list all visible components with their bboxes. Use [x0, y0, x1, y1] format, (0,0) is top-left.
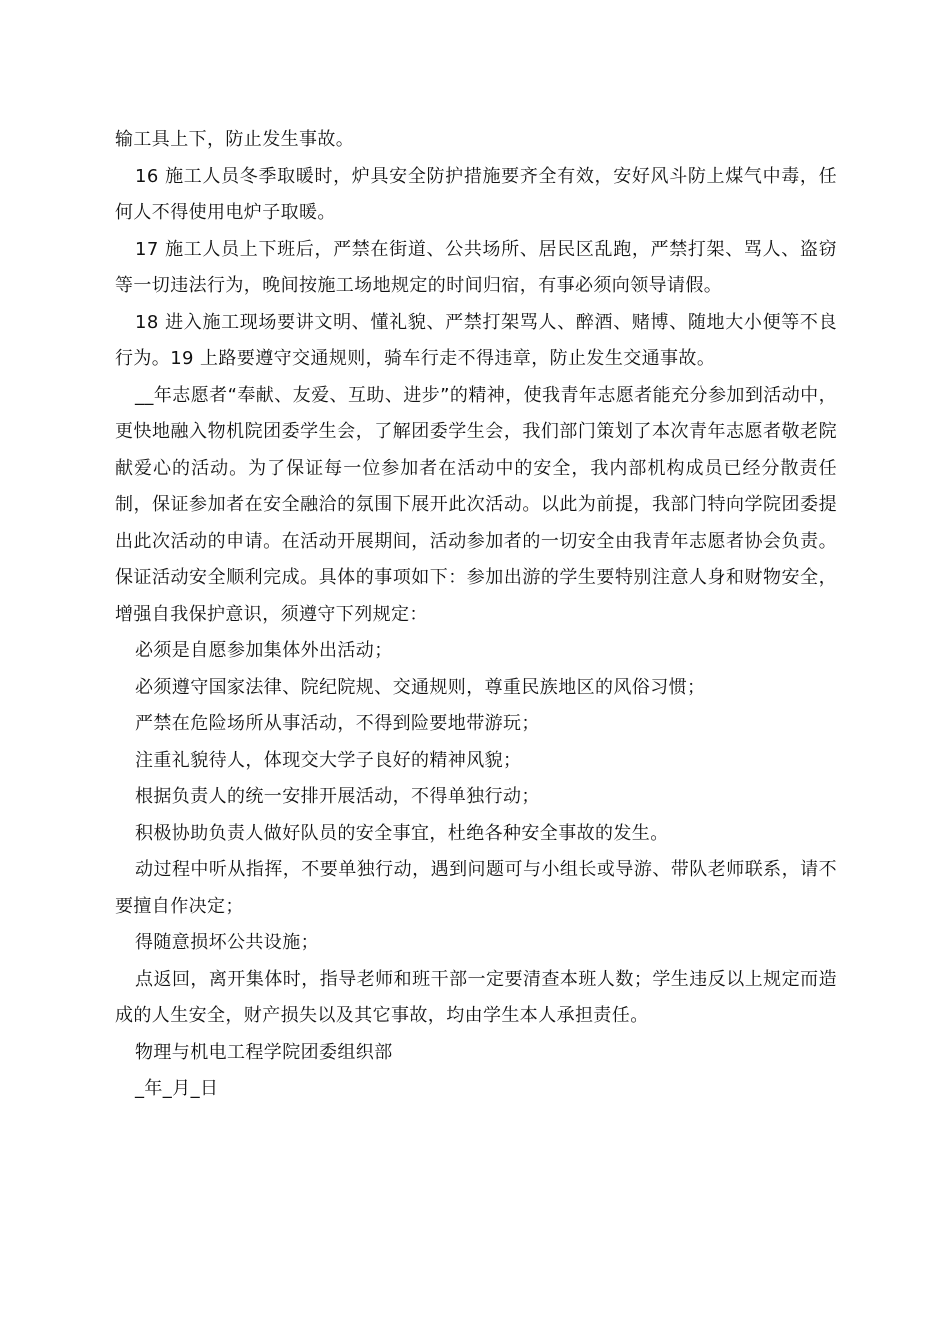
paragraph-4: 18 进入施工现场要讲文明、懂礼貌、严禁打架骂人、醉酒、赌博、随地大小便等不良行为。19 上路要遵守交通规则，骑车行走不得违章，防止发生交通事故。 [115, 311, 837, 369]
paragraph-2: 16 施工人员冬季取暖时，炉具安全防护措施要齐全有效，安好风斗防上煤气中毒，任何人不得使用电炉子取暖。 [115, 165, 837, 223]
rule-item-9: 点返回，离开集体时，指导老师和班干部一定要清查本班人数；学生违反以上规定而造成的人生安全，财产损失以及其它事故，均由学生本人承担责任。 [115, 968, 837, 1026]
signature-date: _年_月_日 [135, 1078, 219, 1099]
signature-organization: 物理与机电工程学院团委组织部 [135, 1041, 393, 1063]
rule-item-3: 严禁在危险场所从事活动，不得到险要地带游玩； [135, 713, 540, 734]
rule-item-2: 必须遵守国家法律、院纪院规、交通规则，尊重民族地区的风俗习惯； [135, 676, 706, 698]
document-body [115, 122, 837, 1108]
paragraph-5: __年志愿者“奉献、友爱、互助、进步”的精神，使我青年志愿者能充分参加到活动中，更快地融入物机院团委学生会，了解团委学生会，我们部门策划了本次青年志愿者敬老院献爱心的活动。为了保证每一位参加者在活动中的安全，我内部机构成员已经分散责任制，保证参加者在安全融洽的氛围下展开此次活动。以此为前提，我部门特向学院团委提出此次活动的申请。在活动开展期间，活动参加者的一切安全由我青年志愿者协会负责。保证活动安全顺利完成。具体的事项如下：参加出游的学生要特别注意人身和财物安全，增强自我保护意识，须遵守下列规定： [115, 384, 837, 625]
paragraph-3: 17 施工人员上下班后，严禁在街道、公共场所、居民区乱跑，严禁打架、骂人、盗窃等一切违法行为，晚间按施工场地规定的时间归宿，有事必须向领导请假。 [115, 238, 837, 296]
paragraph-1: 输工具上下，防止发生事故。 [115, 129, 355, 150]
rule-item-4: 注重礼貌待人，体现交大学子良好的精神风貌； [135, 749, 522, 771]
rule-item-5: 根据负责人的统一安排开展活动，不得单独行动； [135, 786, 540, 807]
rule-item-7: 动过程中听从指挥，不要单独行动，遇到问题可与小组长或导游、带队老师联系，请不要擅自作决定； [115, 859, 837, 917]
rule-item-1: 必须是自愿参加集体外出活动； [135, 640, 393, 661]
rule-item-8: 得随意损坏公共设施； [135, 932, 319, 953]
rule-item-6: 积极协助负责人做好队员的安全事宜，杜绝各种安全事故的发生。 [135, 822, 669, 844]
